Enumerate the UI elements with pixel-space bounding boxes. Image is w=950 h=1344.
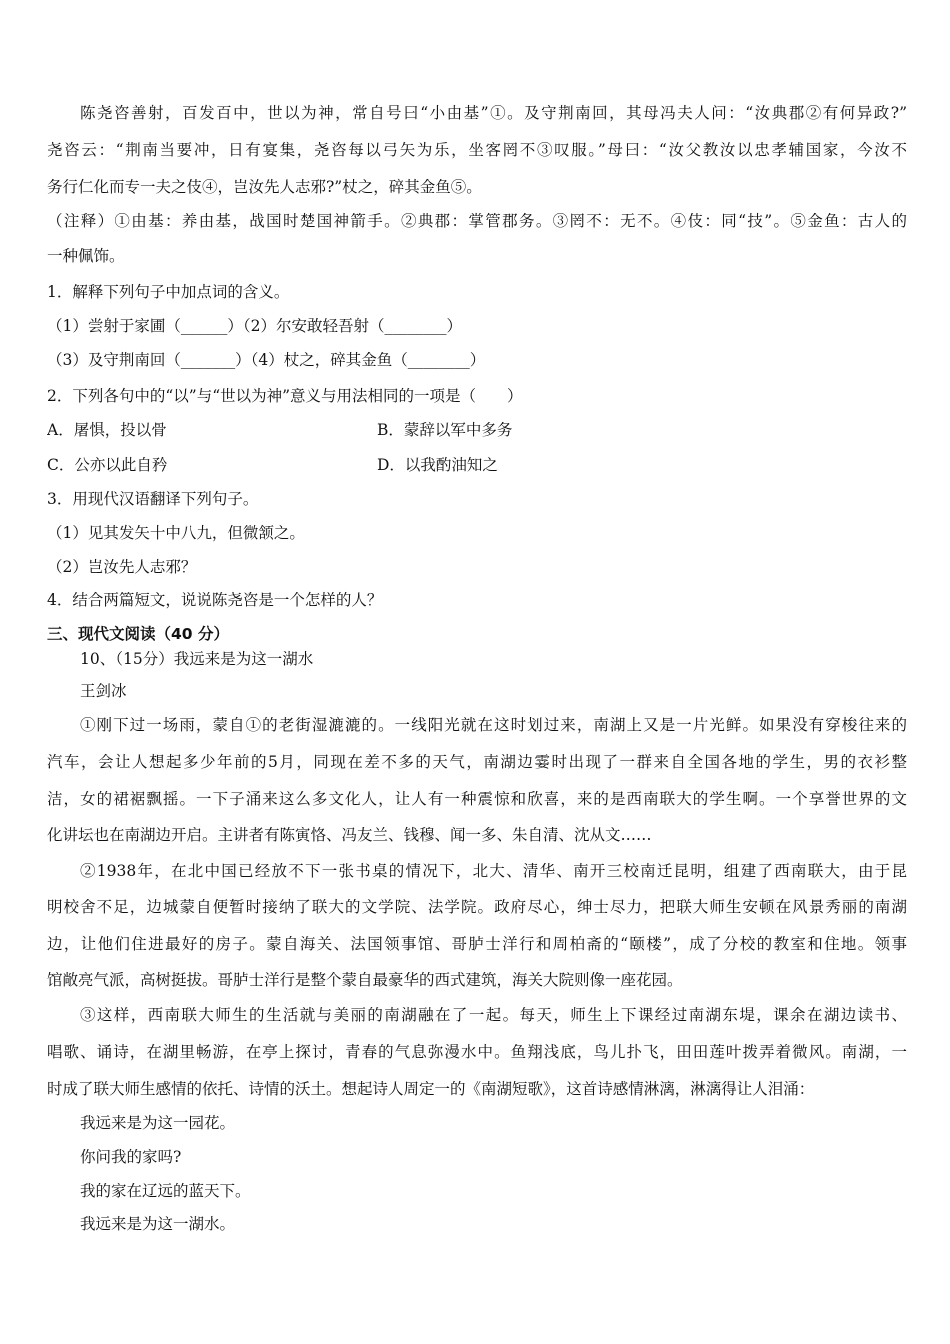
article-question-title: 10、（15分）我远来是为这一湖水 xyxy=(80,650,314,668)
notes-line: 一种佩饰。 xyxy=(47,247,125,265)
poem-line: 我的家在辽远的蓝天下。 xyxy=(80,1182,251,1200)
question-3-line: （1）见其发矢十中八九，但微颔之。 xyxy=(47,524,305,542)
poem-line: 我远来是为这一湖水。 xyxy=(80,1215,236,1233)
article-line: 化讲坛也在南湖边开启。主讲者有陈寅恪、冯友兰、钱穆、闻一多、朱自清、沈从文…… xyxy=(47,826,652,844)
question-1-line: （1）尝射于家圃（______）（2）尔安敢轻吾射（________） xyxy=(47,317,462,335)
poem-line: 你问我的家吗? xyxy=(80,1148,182,1166)
article-line: ③这样，西南联大师生的生活就与美丽的南湖融在了一起。每天，师生上下课经过南湖东堤，课余在湖边读书、 xyxy=(80,1006,907,1024)
poem-line: 我远来是为这一园花。 xyxy=(80,1114,236,1132)
option-d: D．以我酌油知之 xyxy=(377,456,498,474)
question-4-stem: 4．结合两篇短文，说说陈尧咨是一个怎样的人？ xyxy=(47,591,383,609)
question-3-line: （2）岂汝先人志邪？ xyxy=(47,558,197,576)
article-line: 时成了联大师生感情的依托、诗情的沃土。想起诗人周定一的《南湖短歌》，这首诗感情淋漓，淋漓得让人泪涌： xyxy=(47,1080,815,1098)
question-1-line: （3）及守荆南回（_______）（4）杖之，碎其金鱼（________） xyxy=(47,351,486,369)
article-line: 唱歌、诵诗，在湖里畅游，在亭上探讨，青春的气息弥漫水中。鱼翔浅底，鸟儿扑飞，田田莲叶拨弄着微风。南湖，一 xyxy=(47,1043,907,1061)
passage-line: 陈尧咨善射，百发百中，世以为神，常自号曰“小由基”①。及守荆南回，其母冯夫人问：“汝典郡②有何异政?” xyxy=(80,104,907,122)
article-line: 馆敞亮气派，高树挺拔。哥胪士洋行是整个蒙自最豪华的西式建筑，海关大院则像一座花园。 xyxy=(47,971,683,989)
article-line: 洁，女的裙裾飘摇。一下子涌来这么多文化人，让人有一种震惊和欣喜，来的是西南联大的学生啊。一个享誉世界的文 xyxy=(47,790,907,808)
article-line: 汽车，会让人想起多少年前的5月，同现在差不多的天气，南湖边霎时出现了一群来自全国各地的学生，男的衣衫整 xyxy=(47,753,907,771)
article-line: 明校舍不足，边城蒙自便暂时接纳了联大的文学院、法学院。政府尽心，绅士尽力，把联大师生安顿在风景秀丽的南湖 xyxy=(47,898,907,916)
question-3-stem: 3．用现代汉语翻译下列句子。 xyxy=(47,490,259,508)
option-b: B．蒙辞以军中多务 xyxy=(377,421,513,439)
article-author: 王剑冰 xyxy=(80,682,127,700)
question-1-stem: 1．解释下列句子中加点词的含义。 xyxy=(47,283,290,301)
question-2-stem: 2．下列各句中的“以”与“世以为神”意义与用法相同的一项是（ ） xyxy=(47,387,523,405)
passage-line: 务行仁化而专一夫之伎④，岂汝先人志邪?”杖之，碎其金鱼⑤。 xyxy=(47,178,482,196)
article-line: ①刚下过一场雨，蒙自①的老街湿漉漉的。一线阳光就在这时划过来，南湖上又是一片光鲜。如果没有穿梭往来的 xyxy=(80,716,907,734)
section-heading: 三、现代文阅读（40 分） xyxy=(47,625,229,643)
option-a: A．屠惧，投以骨 xyxy=(47,421,167,439)
passage-line: 尧咨云：“荆南当要冲，日有宴集，尧咨每以弓矢为乐，坐客罔不③叹服。”母曰：“汝父教汝以忠孝辅国家，今汝不 xyxy=(47,141,907,159)
notes-line: （注释）①由基：养由基，战国时楚国神箭手。②典郡：掌管郡务。③罔不：无不。④伎：同“技”。⑤金鱼：古人的 xyxy=(47,212,907,230)
article-line: 边，让他们住进最好的房子。蒙自海关、法国领事馆、哥胪士洋行和周柏斋的“颐楼”，成了分校的教室和住地。领事 xyxy=(47,935,907,953)
article-line: ②1938年，在北中国已经放不下一张书桌的情况下，北大、清华、南开三校南迁昆明，组建了西南联大，由于昆 xyxy=(80,862,907,880)
option-c: C．公亦以此自矜 xyxy=(47,456,168,474)
